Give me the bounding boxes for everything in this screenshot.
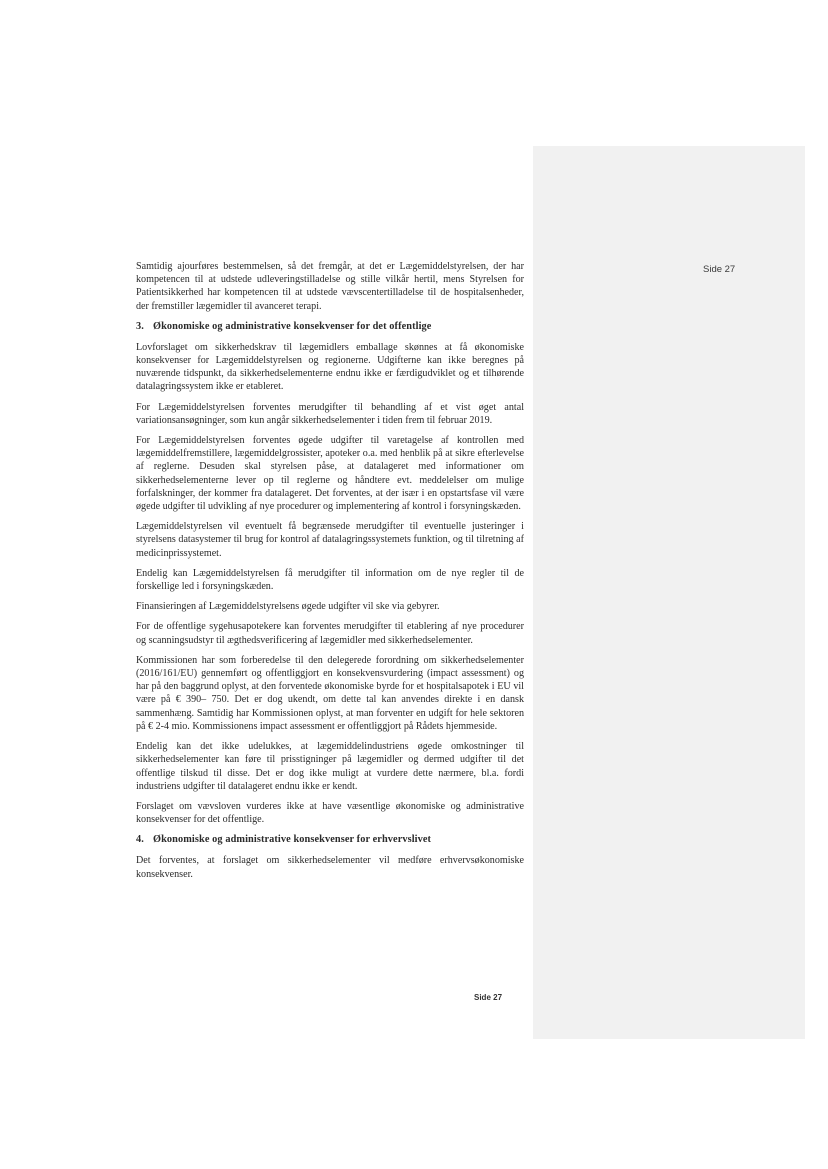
section-3-paragraph: Endelig kan det ikke udelukkes, at lægemiddelindustriens øgede omkostninger til sikkerhedselementer kan føre til prisstigninger på lægemidler og dermed udgifter til det offentlige tilskud til disse. Det er dog ikke muligt at vurdere dette nærmere, bl.a. fordi industriens udgifter til datalageret endnu ikke er kendt.	[136, 741, 524, 792]
document-body	[136, 260, 524, 888]
section-3-paragraph: For de offentlige sygehusapotekere kan forventes merudgifter til etablering af nye procedurer og scanningsudstyr til ægthedsverificering af lægemidler med sikkerhedselementer.	[136, 621, 524, 646]
section-3-paragraph: Endelig kan Lægemiddelstyrelsen få merudgifter til information om de nye regler til de forskellige led i forsyningskæden.	[136, 567, 524, 593]
section-4-heading	[136, 833, 524, 846]
section-4-number: 4.	[136, 834, 144, 846]
section-3-paragraph: Finansieringen af Lægemiddelstyrelsens øgede udgifter vil ske via gebyrer.	[136, 601, 440, 613]
margin-comment-pane	[533, 146, 805, 1039]
section-3-paragraph: Lægemiddelstyrelsen vil eventuelt få begrænsede merudgifter til eventuelle justeringer i styrelsens datasystemer til brug for kontrol af datalagringssystemets funktion, og til tilretning af medicinprissystemet.	[136, 521, 524, 559]
section-3-paragraph: Kommissionen har som forberedelse til den delegerede forordning om sikkerhedselementer (2016/161/EU) gennemført og offentliggjort en konsekvensvurdering (impact assessment) og har på den baggrund oplyst, at den forventede økonomiske byrde for et hospitalsapotek i EU vil være på € 390– 750. Det er dog ukendt, om dette tal kan anvendes direkte i en dansk sammenhæng. Samtidig har Kommissionen oplyst, at man forventer en udgift for hele sektoren på € 2-4 mio. Kommissionens impact assessment er offentliggjort på Rådets hjemmeside.	[136, 654, 524, 732]
section-3-number: 3.	[136, 320, 144, 332]
section-3-paragraph: Forslaget om vævsloven vurderes ikke at have væsentlige økonomiske og administrative konsekvenser for det offentlige.	[136, 800, 524, 826]
section-3-heading	[136, 320, 524, 333]
intro-paragraph: Samtidig ajourføres bestemmelsen, så det fremgår, at det er Lægemiddelstyrelsen, der har kompetencen til at udstede udleveringstilladelse og stille vilkår hertil, mens Styrelsen for Patientsikkerhed har kompetencen til at udstede vævscentertilladelse til de hospitalsenheder, der fremstiller lægemidler til avanceret terapi.	[136, 261, 524, 312]
section-3-paragraph: For Lægemiddelstyrelsen forventes merudgifter til behandling af et vist øget antal variationsansøgninger, som kun angår sikkerhedselementer i tiden frem til februar 2019.	[136, 401, 524, 426]
section-3-paragraph: For Lægemiddelstyrelsen forventes øgede udgifter til varetagelse af kontrollen med lægemiddelfremstillere, lægemiddelgrossister, apoteker o.a. med henblik på at sikre efterlevelse af reglerne. Desuden skal styrelsen påse, at datalageret med informationer om sikkerhedselementerne lever op til reglerne og håndtere evt. meddelelser om mulige forfalskninger, der kommer fra datalageret. Det forventes, at der især i en opstartsfase vil være øgede udgifter til udvikling af nye procedurer og implementering af kontrol i forsyningskæden.	[136, 435, 524, 513]
section-4-title: Økonomiske og administrative konsekvenser for erhvervslivet	[153, 834, 432, 846]
section-4-paragraph: Det forventes, at forslaget om sikkerhedselementer vil medføre erhvervsøkonomiske konsekvenser.	[136, 855, 524, 880]
section-3-paragraph: Lovforslaget om sikkerhedskrav til lægemidlers emballage skønnes at få økonomiske konsekvenser for Lægemiddelstyrelsen og regionerne. Udgifterne kan ikke beregnes på nuværende tidspunkt, da sikkerhedselementerne endnu ikke er færdigudviklet og et tilhørende datalagringssystem ikke er etableret.	[136, 341, 524, 393]
footer-page-number: Side 27	[474, 993, 503, 1002]
section-3-title: Økonomiske og administrative konsekvenser for det offentlige	[153, 320, 432, 332]
margin-page-label: Side 27	[703, 264, 736, 275]
